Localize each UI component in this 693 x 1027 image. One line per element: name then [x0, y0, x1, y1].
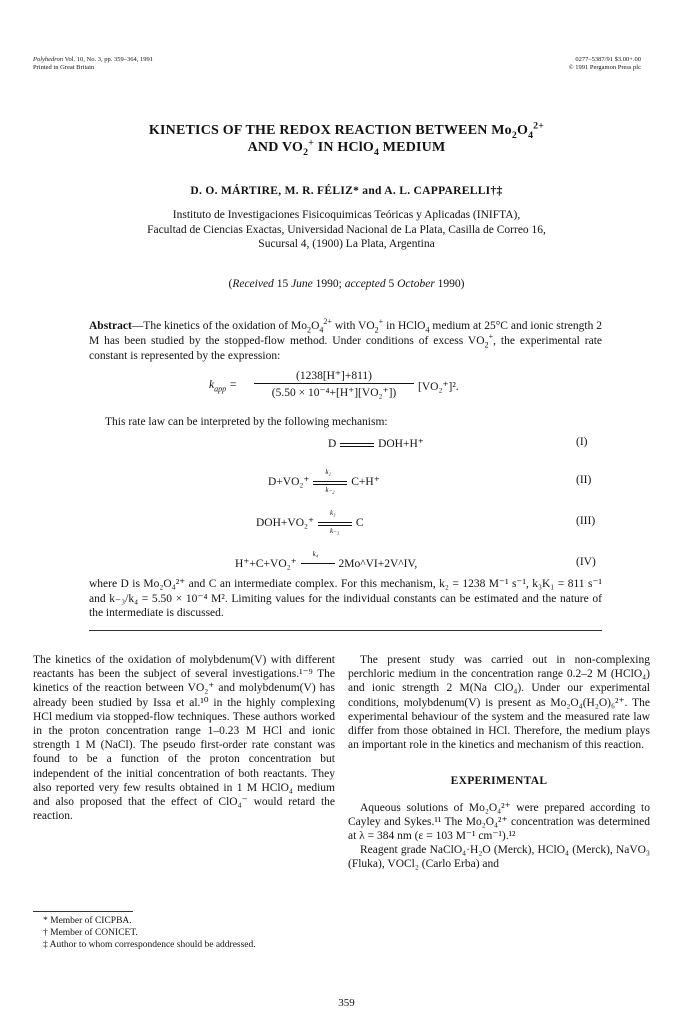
rate-denominator: (5.50 × 10⁻⁴+[H⁺][VO₂⁺]) — [271, 387, 397, 399]
journal-name: Polyhedron — [33, 56, 64, 63]
mechanism-step: D+VO₂⁺ $\frac{\text{k₂}}{\text{k₋₂}}$ C+H⁺ — [268, 468, 380, 495]
right-column — [348, 653, 650, 872]
rate-tail: [VO₂⁺]². — [418, 381, 459, 393]
issn-price: 0277–5387/91 $3.00+.00 — [575, 56, 641, 63]
footnotes — [33, 915, 343, 951]
paper-title: KINETICS OF THE REDOX REACTION BETWEEN $Mo_2O_4^{2+}$ AND $VO_2^+$ IN HClO$_4$ MEDIUM — [148, 120, 545, 158]
abstract-divider — [89, 630, 602, 631]
footnote: * Member of CICPBA. — [43, 916, 132, 926]
intro-paragraph: The present study was carried out in non-complexing perchloric medium in the concentration range 0.2–2 M (HClO₄) and ionic strength 2 M(Na ClO₄). Under our experimental conditions, molybdenum(V) is present as Mo₂O₄(H₂O)₆²⁺. The experimental behaviour of the system and the measured rate law differ from those obtained in HCl. Therefore, the medium plays an important role in the kinetics and mechanism of this reaction. — [348, 654, 650, 752]
volume-info: Vol. 10, No. 3, pp. 359–364, 1991 — [64, 56, 153, 63]
abstract-conclusion: where D is Mo₂O₄²⁺ and C an intermediate complex. For this mechanism, k₂ = 1238 M⁻¹ s⁻¹, k₃K₁ = 811 s⁻¹ and k₋₃/k₄ = 5.50 × 10⁻⁴ M². Limiting values for the individual constants can be estimated and the nature of the intermediate is discussed. — [89, 578, 602, 619]
equation-number: (I) — [576, 436, 588, 448]
authors: D. O. MÁRTIRE, M. R. FÉLIZ* and A. L. CAPPARELLI†‡ — [190, 185, 503, 197]
forward-arrow: k₄ — [301, 559, 335, 569]
affiliation-line: Instituto de Investigaciones Fisicoquimicas Teóricas y Aplicadas (INIFTA), — [172, 209, 521, 221]
equilibrium-arrow: $\frac{\text{k₃}}{\text{k₋₃}}$ — [318, 518, 352, 528]
rate-numerator: (1238[H⁺]+811) — [295, 370, 372, 382]
kapp-symbol: $k_{app}$ = — [209, 379, 237, 394]
footnote-divider — [33, 911, 133, 912]
journal-header-right — [569, 56, 641, 72]
copyright: © 1991 Pergamon Press plc — [568, 64, 641, 71]
mechanism-step: D DOH+H⁺ — [328, 438, 424, 450]
page-number: 359 — [338, 997, 355, 1009]
intro-paragraph: The kinetics of the oxidation of molybdenum(V) with different reactants has been the subject of several investigations.¹⁻⁹ The kinetics of the reaction between VO₂⁺ and molybdenum(V) has already been studied by Issa et al.¹⁰ in the highly complexing HCl medium via stopped-flow techniques. These authors worked in the proton concentration range 1–0.23 M HCl and ionic strength 1 M (NaCl). The pseudo first-order rate constant was found to be a function of the proton concentration but independent of the initial concentration of both reactants. They also reported very few results obtained in 1 M HClO₄ medium and also proposed that the effect of ClO₄⁻ would retard the reaction. — [33, 654, 335, 823]
journal-header-left — [33, 56, 153, 72]
equation-number: (IV) — [576, 556, 596, 568]
rate-equation — [200, 368, 500, 408]
experimental-paragraph: Aqueous solutions of Mo₂O₄²⁺ were prepared according to Cayley and Sykes.¹¹ The Mo₂O₄²⁺ concentration was determined at λ = 384 nm (ε = 103 M⁻¹ cm⁻¹).¹² — [348, 801, 650, 843]
equation-number: (III) — [576, 515, 596, 527]
received-dates: (Received 15 June 1990; accepted 5 October 1990) — [228, 278, 465, 290]
experimental-paragraph: Reagent grade NaClO₄·H₂O (Merck), HClO₄ (Merck), NaVO₃ (Fluka), VOCl₂ (Carlo Erba) and — [348, 844, 650, 871]
affiliation — [70, 208, 623, 252]
section-heading: EXPERIMENTAL — [450, 775, 548, 788]
mechanism-step: H⁺+C+VO₂⁺ k₄ 2Mo^VI+2V^IV, — [235, 550, 418, 570]
equilibrium-arrow — [340, 439, 374, 449]
equation-number: (II) — [576, 474, 592, 486]
left-column — [33, 653, 335, 823]
footnote: ‡ Author to whom correspondence should be addressed. — [43, 940, 256, 950]
footnote: † Member of CONICET. — [43, 928, 138, 938]
affiliation-line: Facultad de Ciencias Exactas, Universidad Nacional de La Plata, Casilla de Correo 16, — [147, 223, 546, 236]
rate-fraction — [254, 368, 414, 399]
affiliation-line: Sucursal 4, (1900) La Plata, Argentina — [258, 238, 435, 250]
equilibrium-arrow: $\frac{\text{k₂}}{\text{k₋₂}}$ — [313, 477, 347, 487]
mechanism-intro: This rate law can be interpreted by the following mechanism: — [105, 416, 388, 428]
abstract-label: Abstract — [89, 320, 132, 332]
abstract: Abstract—The kinetics of the oxidation of $Mo_2O_4^{2+}$ with $VO_2^+$ in HClO$_4$ medium at 25°C and ionic strength 2 M has been studied by the stopped-flow method. Under conditions of excess $VO_2^+$, the experimental rate constant is represented by the expression: — [89, 317, 603, 362]
mechanism-step: DOH+VO₂⁺ $\frac{\text{k₃}}{\text{k₋₃}}$ C — [256, 509, 364, 536]
printed-in: Printed in Great Britain — [33, 64, 95, 71]
